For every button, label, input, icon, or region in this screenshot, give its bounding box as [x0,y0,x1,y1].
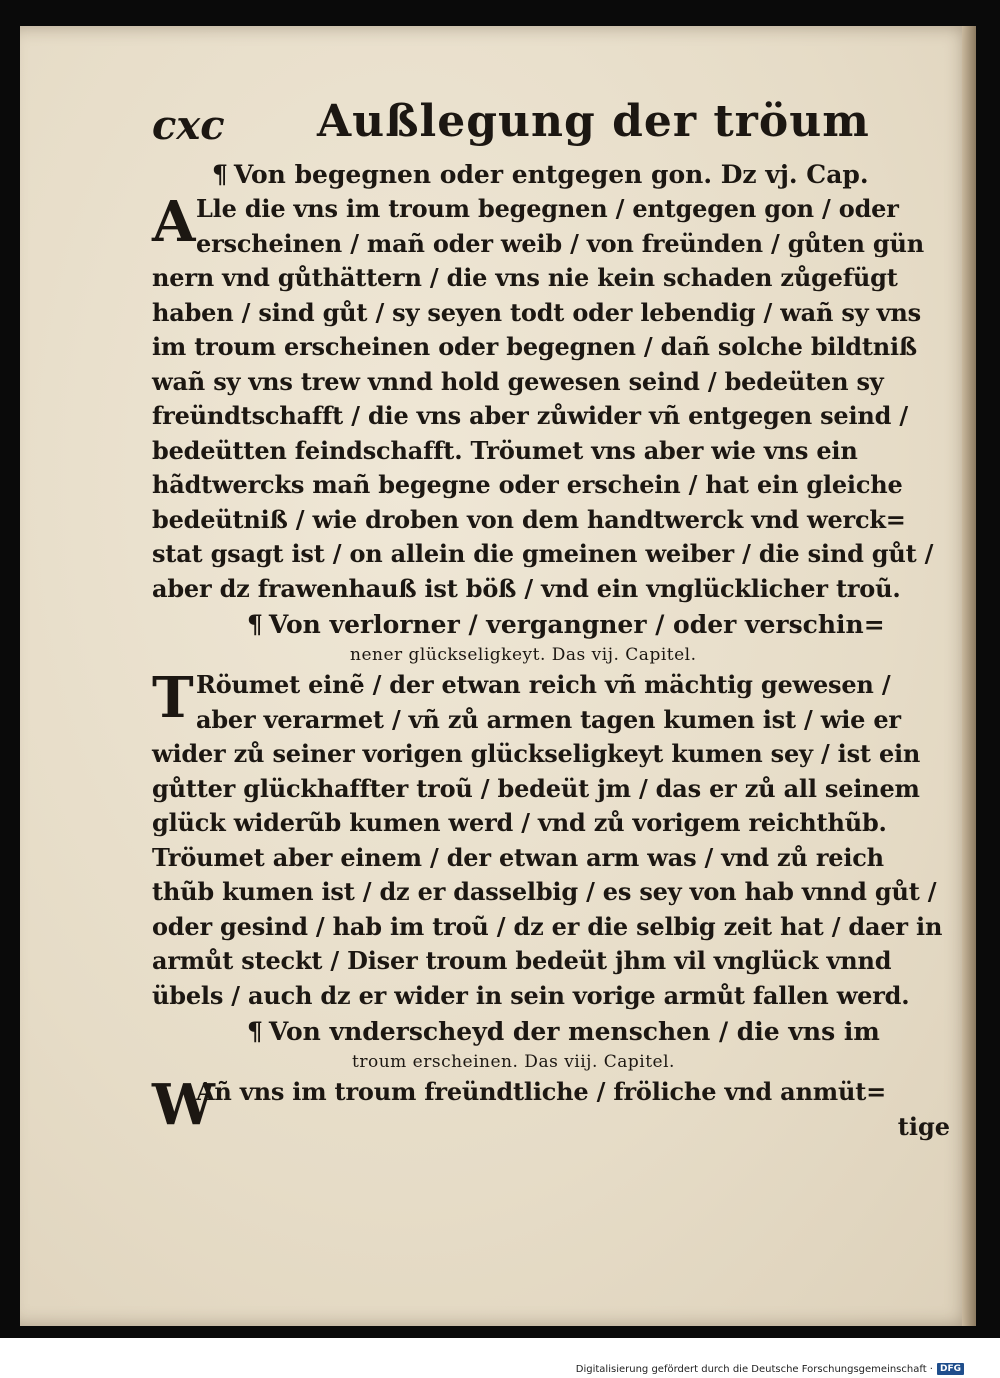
chapter-heading [247,1015,942,1049]
chapter-heading [247,608,942,642]
chapter-heading-text: Von verlorner / vergangner / oder verschin= [268,610,885,639]
chapter-heading [212,158,942,192]
text-line: stat gsagt ist / on allein die gmeinen weiber / die sind gůt / [152,539,934,568]
running-title: Außlegung der tröum [317,96,870,147]
chapter-heading-text: Von vnderscheyd der menschen / die vns im [268,1017,880,1046]
text-line: haben / sind gůt / sy seyen todt oder lebendig / wañ sy vns [152,297,921,327]
text-line: im troum erscheinen oder begegnen / dañ solche bildtniß [152,332,917,361]
running-head [152,96,942,156]
text-line: übels / auch dz er wider in sein vorige armůt fallen werd. [152,980,910,1010]
text-line: bedeütniß / wie droben von dem handtwerck vnd werck= [152,504,906,534]
text-line: nern vnd gůthättern / die vns nie kein schaden zůgefügt [152,263,898,292]
text-line: armůt steckt / Diser troum bedeüt jhm vil vnglück vnnd [152,946,892,975]
credit-text: Digitalisierung gefördert durch die Deutsche Forschungsgemeinschaft · [575,1363,933,1375]
text-line: W Añ vns im troum freündtliche / fröliche vnd anmüt= [152,1072,887,1138]
text-line: thũb kumen ist / dz er dasselbig / es sey von hab vnnd gůt / [152,877,937,906]
drop-initial: A [152,189,196,255]
drop-initial: W [152,1072,215,1138]
text-line: glück widerũb kumen werd / vnd zů vorigem reichthũb. [152,808,887,837]
text-line: erscheinen / mañ oder weib / von freünden / gůten gün [196,228,924,258]
catchword: tige [897,1111,950,1141]
book-page [20,26,976,1326]
text-block [152,96,950,1144]
text-line: aber dz frawenhauß ist böß / vnd ein vnglücklicher troũ. [152,573,901,603]
chapter-heading-text: Von begegnen oder entgegen gon. Dz vj. Cap. [233,160,869,189]
chapter-subheading: nener glückseligkeyt. Das vij. Capitel. [350,645,697,665]
text-line: T Röumet einẽ / der etwan reich vñ mächtig gewesen / [152,665,891,731]
chapter-subheading: troum erscheinen. Das viij. Capitel. [352,1052,675,1072]
chapter-text [152,665,943,1013]
text-line: oder gesind / hab im troũ / dz er die selbig zeit hat / daer in [152,911,943,941]
pilcrow-icon: ¶ [212,160,228,189]
text-line: bedeütten feindschafft. Tröumet vns aber wie vns ein [152,435,858,465]
pilcrow-icon: ¶ [247,610,263,639]
page-gutter-shadow [962,26,976,1326]
dfg-logo: DFG [937,1363,964,1375]
folio-number: cxc [152,102,225,149]
text-line: gůtter glückhaffter troũ / bedeüt jm / das er zů all seinem [152,773,920,803]
chapter-text [152,189,942,606]
text-line: freündtschafft / die vns aber zůwider vñ entgegen seind / [152,401,908,430]
text-line: hãdtwercks mañ begegne oder erschein / hat ein gleiche [152,470,903,499]
text-line: wider zů seiner vorigen glückseligkeyt kumen sey / ist ein [152,739,921,768]
pilcrow-icon: ¶ [247,1017,263,1046]
digitization-credit [576,1361,964,1377]
drop-initial: T [152,665,194,731]
text-line: wañ sy vns trew vnnd hold gewesen seind / bedeüten sy [152,366,884,396]
text-line: aber verarmet / vñ zů armen tagen kumen ist / wie er [196,704,901,734]
text-line: A Lle die vns im troum begegnen / entgegen gon / oder [152,189,899,255]
text-line: Tröumet aber einem / der etwan arm was / vnd zů reich [152,842,884,872]
